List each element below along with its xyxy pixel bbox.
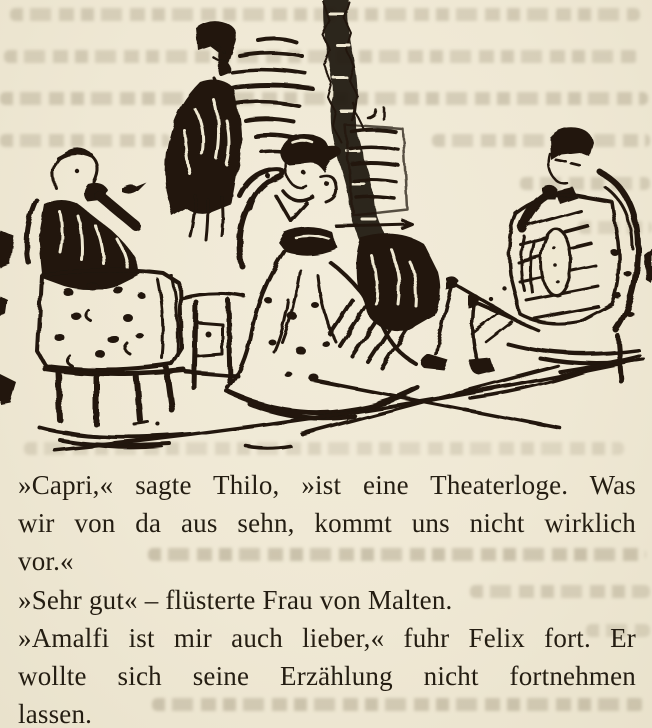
standing-man-sketch	[165, 21, 242, 240]
bird-mark	[122, 182, 146, 194]
chair-crest-sketch	[240, 170, 283, 208]
upholstery-spots	[55, 282, 146, 358]
dress-spots	[264, 297, 330, 382]
text-line-3: vor.«	[18, 546, 74, 577]
brick-wall-sketch	[228, 38, 407, 215]
text-line-2: wir von da aus sehn, kommt uns nicht wirklich	[18, 508, 636, 539]
text-line-1: »Capri,« sagte Thilo, »ist eine Theaterloge. Was	[18, 470, 636, 500]
table-sketch	[182, 293, 244, 388]
column-base-shadow	[336, 220, 440, 331]
text-line-4: »Sehr gut« – flüsterte Frau von Malten.	[18, 584, 453, 615]
text-line-5: »Amalfi ist mir auch lieber,« fuhr Felix fort. Er	[18, 622, 636, 653]
seated-man-left-sketch	[26, 149, 190, 445]
body-text	[18, 466, 636, 728]
text-line-7: lassen.	[18, 699, 93, 728]
text-line-6: wollte sich seine Erzählung nicht fortnehmen	[18, 661, 636, 692]
floor-sketch	[55, 356, 640, 450]
seated-man-right-sketch	[421, 128, 644, 382]
